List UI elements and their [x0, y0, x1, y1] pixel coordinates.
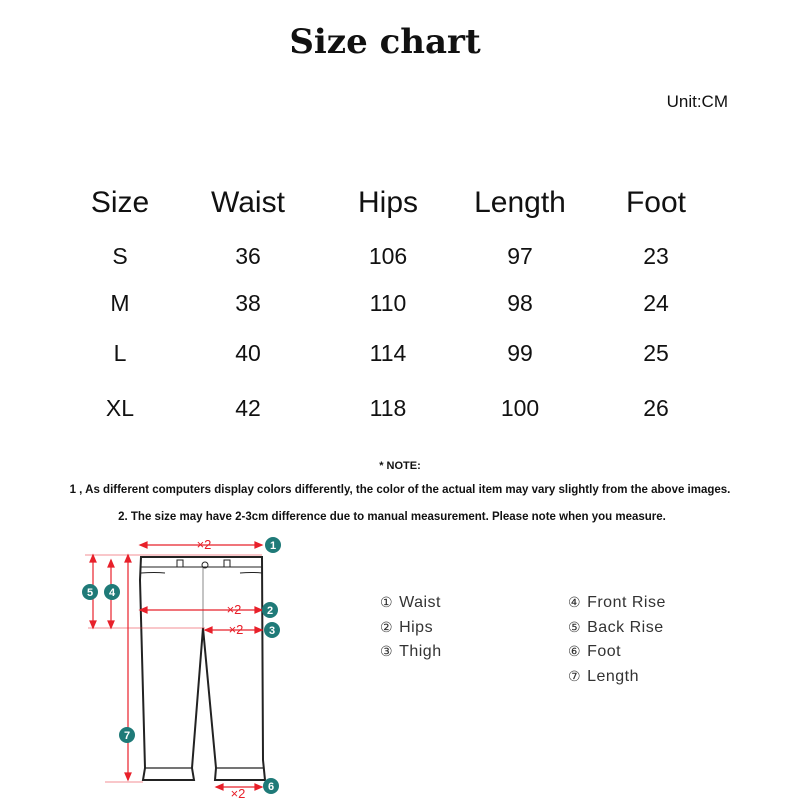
table-cell: 110: [369, 290, 407, 316]
column-header: Hips: [357, 186, 418, 219]
legend-number: ②: [380, 619, 394, 635]
unit-label: Unit:CM: [666, 92, 728, 111]
legend-label: Thigh: [399, 643, 442, 660]
table-cell: 25: [643, 340, 669, 366]
legend-label: Hips: [399, 619, 434, 636]
thigh-multiplier: ×2: [228, 622, 244, 637]
table-cell: 106: [368, 243, 408, 269]
table-cell: 99: [507, 340, 533, 366]
table-cell: 118: [369, 395, 407, 421]
legend-item: [568, 668, 639, 686]
page-title: Size chart: [289, 22, 481, 62]
table-cell: M: [110, 290, 130, 316]
table-cell: XL: [105, 395, 135, 421]
marker-number: 1: [269, 540, 277, 552]
measurement-arrows: [85, 542, 262, 790]
marker-number: 4: [108, 587, 116, 599]
pants-outline: [140, 557, 265, 780]
legend-number: ⑦: [568, 668, 582, 684]
legend-item: [568, 643, 621, 661]
table-cell: 42: [235, 395, 261, 421]
note-heading: * NOTE:: [379, 460, 421, 472]
legend-number: ⑥: [568, 643, 582, 659]
note-line-1: 1 , As different computers display colors differently, the color of the actual item may vary slightly from the above images.: [69, 484, 731, 496]
legend-item: [568, 594, 666, 612]
column-header: Foot: [625, 186, 687, 219]
column-header: Length: [474, 186, 566, 219]
legend-item: [380, 594, 441, 612]
table-cell: 38: [235, 290, 261, 316]
table-cell: 114: [369, 340, 407, 366]
legend-label: Front Rise: [587, 594, 666, 611]
foot-multiplier: ×2: [230, 786, 246, 800]
marker-number: 7: [123, 730, 131, 742]
legend-item: [568, 619, 664, 637]
legend-label: Waist: [399, 594, 441, 611]
table-cell: 26: [643, 395, 669, 421]
legend-item: [380, 619, 433, 637]
table-cell: S: [112, 243, 128, 269]
legend-item: [380, 643, 442, 661]
waist-multiplier: ×2: [196, 537, 212, 552]
legend-number: ④: [568, 594, 582, 610]
column-header: Size: [90, 186, 150, 219]
marker-number: 6: [267, 781, 275, 793]
table-cell: 97: [507, 243, 533, 269]
legend-number: ⑤: [568, 619, 582, 635]
table-cell: L: [113, 340, 127, 366]
legend-label: Length: [587, 668, 639, 685]
table-cell: 40: [235, 340, 261, 366]
table-cell: 23: [643, 243, 669, 269]
marker-number: 3: [268, 625, 276, 637]
table-cell: 100: [500, 395, 540, 421]
legend-number: ③: [380, 643, 394, 659]
table-cell: 24: [643, 290, 669, 316]
marker-number: 5: [86, 587, 94, 599]
column-header: Waist: [211, 186, 285, 219]
legend-label: Back Rise: [587, 619, 664, 636]
hips-multiplier: ×2: [226, 602, 242, 617]
note-line-2: 2. The size may have 2-3cm difference due to manual measurement. Please note when you measure.: [118, 511, 666, 523]
legend-label: Foot: [587, 643, 622, 660]
legend-number: ①: [380, 594, 394, 610]
marker-number: 2: [266, 605, 274, 617]
table-cell: 98: [507, 290, 533, 316]
table-cell: 36: [235, 243, 261, 269]
